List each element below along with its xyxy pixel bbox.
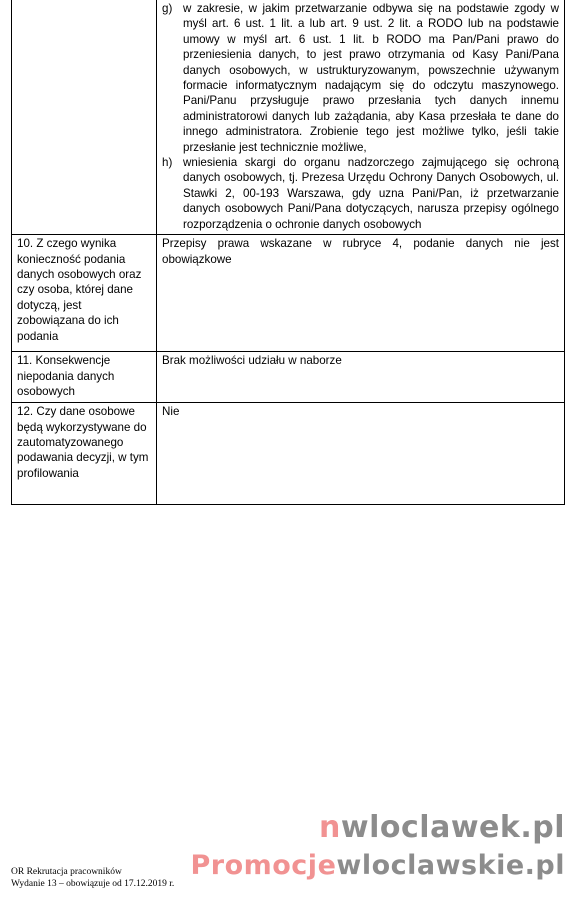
list-marker: g) [162,2,173,15]
answer-cell: Nie [157,403,565,505]
list-item-text: w zakresie, w jakim przetwarzanie odbywa się na podstawie zgody w myśl art. 6 ust. 1 lit. a lub art. 9 ust. 2 lit. a RODO lub na podstawie umowy w myśl art. 6 ust. 1 lit. b RODO ma Pan/Pani prawo do przeniesienia danych, to jest prawo otrzymania od Kasy Pani/Pana danych osobowych, w ustrukturyzowanym, powszechnie używanym formacie informatycznym nadającym się do odczytu maszynowego. Pani/Panu przysługuje prawo przesłania tych danych innemu administratorowi danych lub zażądania, aby Kasa przesłała te dane do innego administratora. Zrobienie tego jest możliwe tylko, jeśli takie przesłanie jest technicznie możliwe, [183,2,559,154]
page-footer [11,866,174,890]
table-row-11 [12,352,565,403]
list-item-h [162,155,559,232]
table-row-rights-continued [12,0,565,235]
rights-list-cell [157,0,565,235]
gdpr-info-table [11,0,565,505]
watermark-text: wloclawskie.pl [336,850,565,881]
question-cell: 10. Z czego wynika konieczność podania danych osobowych oraz czy osoba, której dane dotyczą, jest zobowiązana do ich podania [12,235,157,352]
empty-left-cell [12,0,157,235]
footer-line-2: Wydanie 13 – obowiązuje od 17.12.2019 r. [11,879,175,889]
watermark-text-accent: Promocje [190,850,337,881]
list-item-text: wniesienia skargi do organu nadzorczego zajmującego się ochroną danych osobowych, tj. Prezesa Urzędu Ochrony Danych Osobowych, ul. Stawki 2, 00-193 Warszawa, gdy uzna Pani/Pan, iż przetwarzanie danych osobowych Pani/Pana dotyczących, narusza przepisy ogólnego rozporządzenia o ochronie danych osobowych [183,156,559,231]
watermark-text: wloclawek.pl [340,810,565,845]
watermark-promocje [190,850,565,881]
answer-cell: Brak możliwości udziału w naborze [157,352,565,403]
question-cell: 12. Czy dane osobowe będą wykorzystywane do zautomatyzowanego podawania decyzji, w tym profilowania [12,403,157,505]
watermark-letter: n [319,810,341,845]
list-marker: h) [162,156,173,170]
list-item-g [162,1,559,155]
table-row-12 [12,403,565,505]
watermark-nwloclawek [319,810,565,845]
footer-line-1: OR Rekrutacja pracowników [11,867,122,877]
question-cell: 11. Konsekwencje niepodania danych osobowych [12,352,157,403]
table-row-10 [12,235,565,352]
answer-cell: Przepisy prawa wskazane w rubryce 4, podanie danych nie jest obowiązkowe [157,235,565,352]
